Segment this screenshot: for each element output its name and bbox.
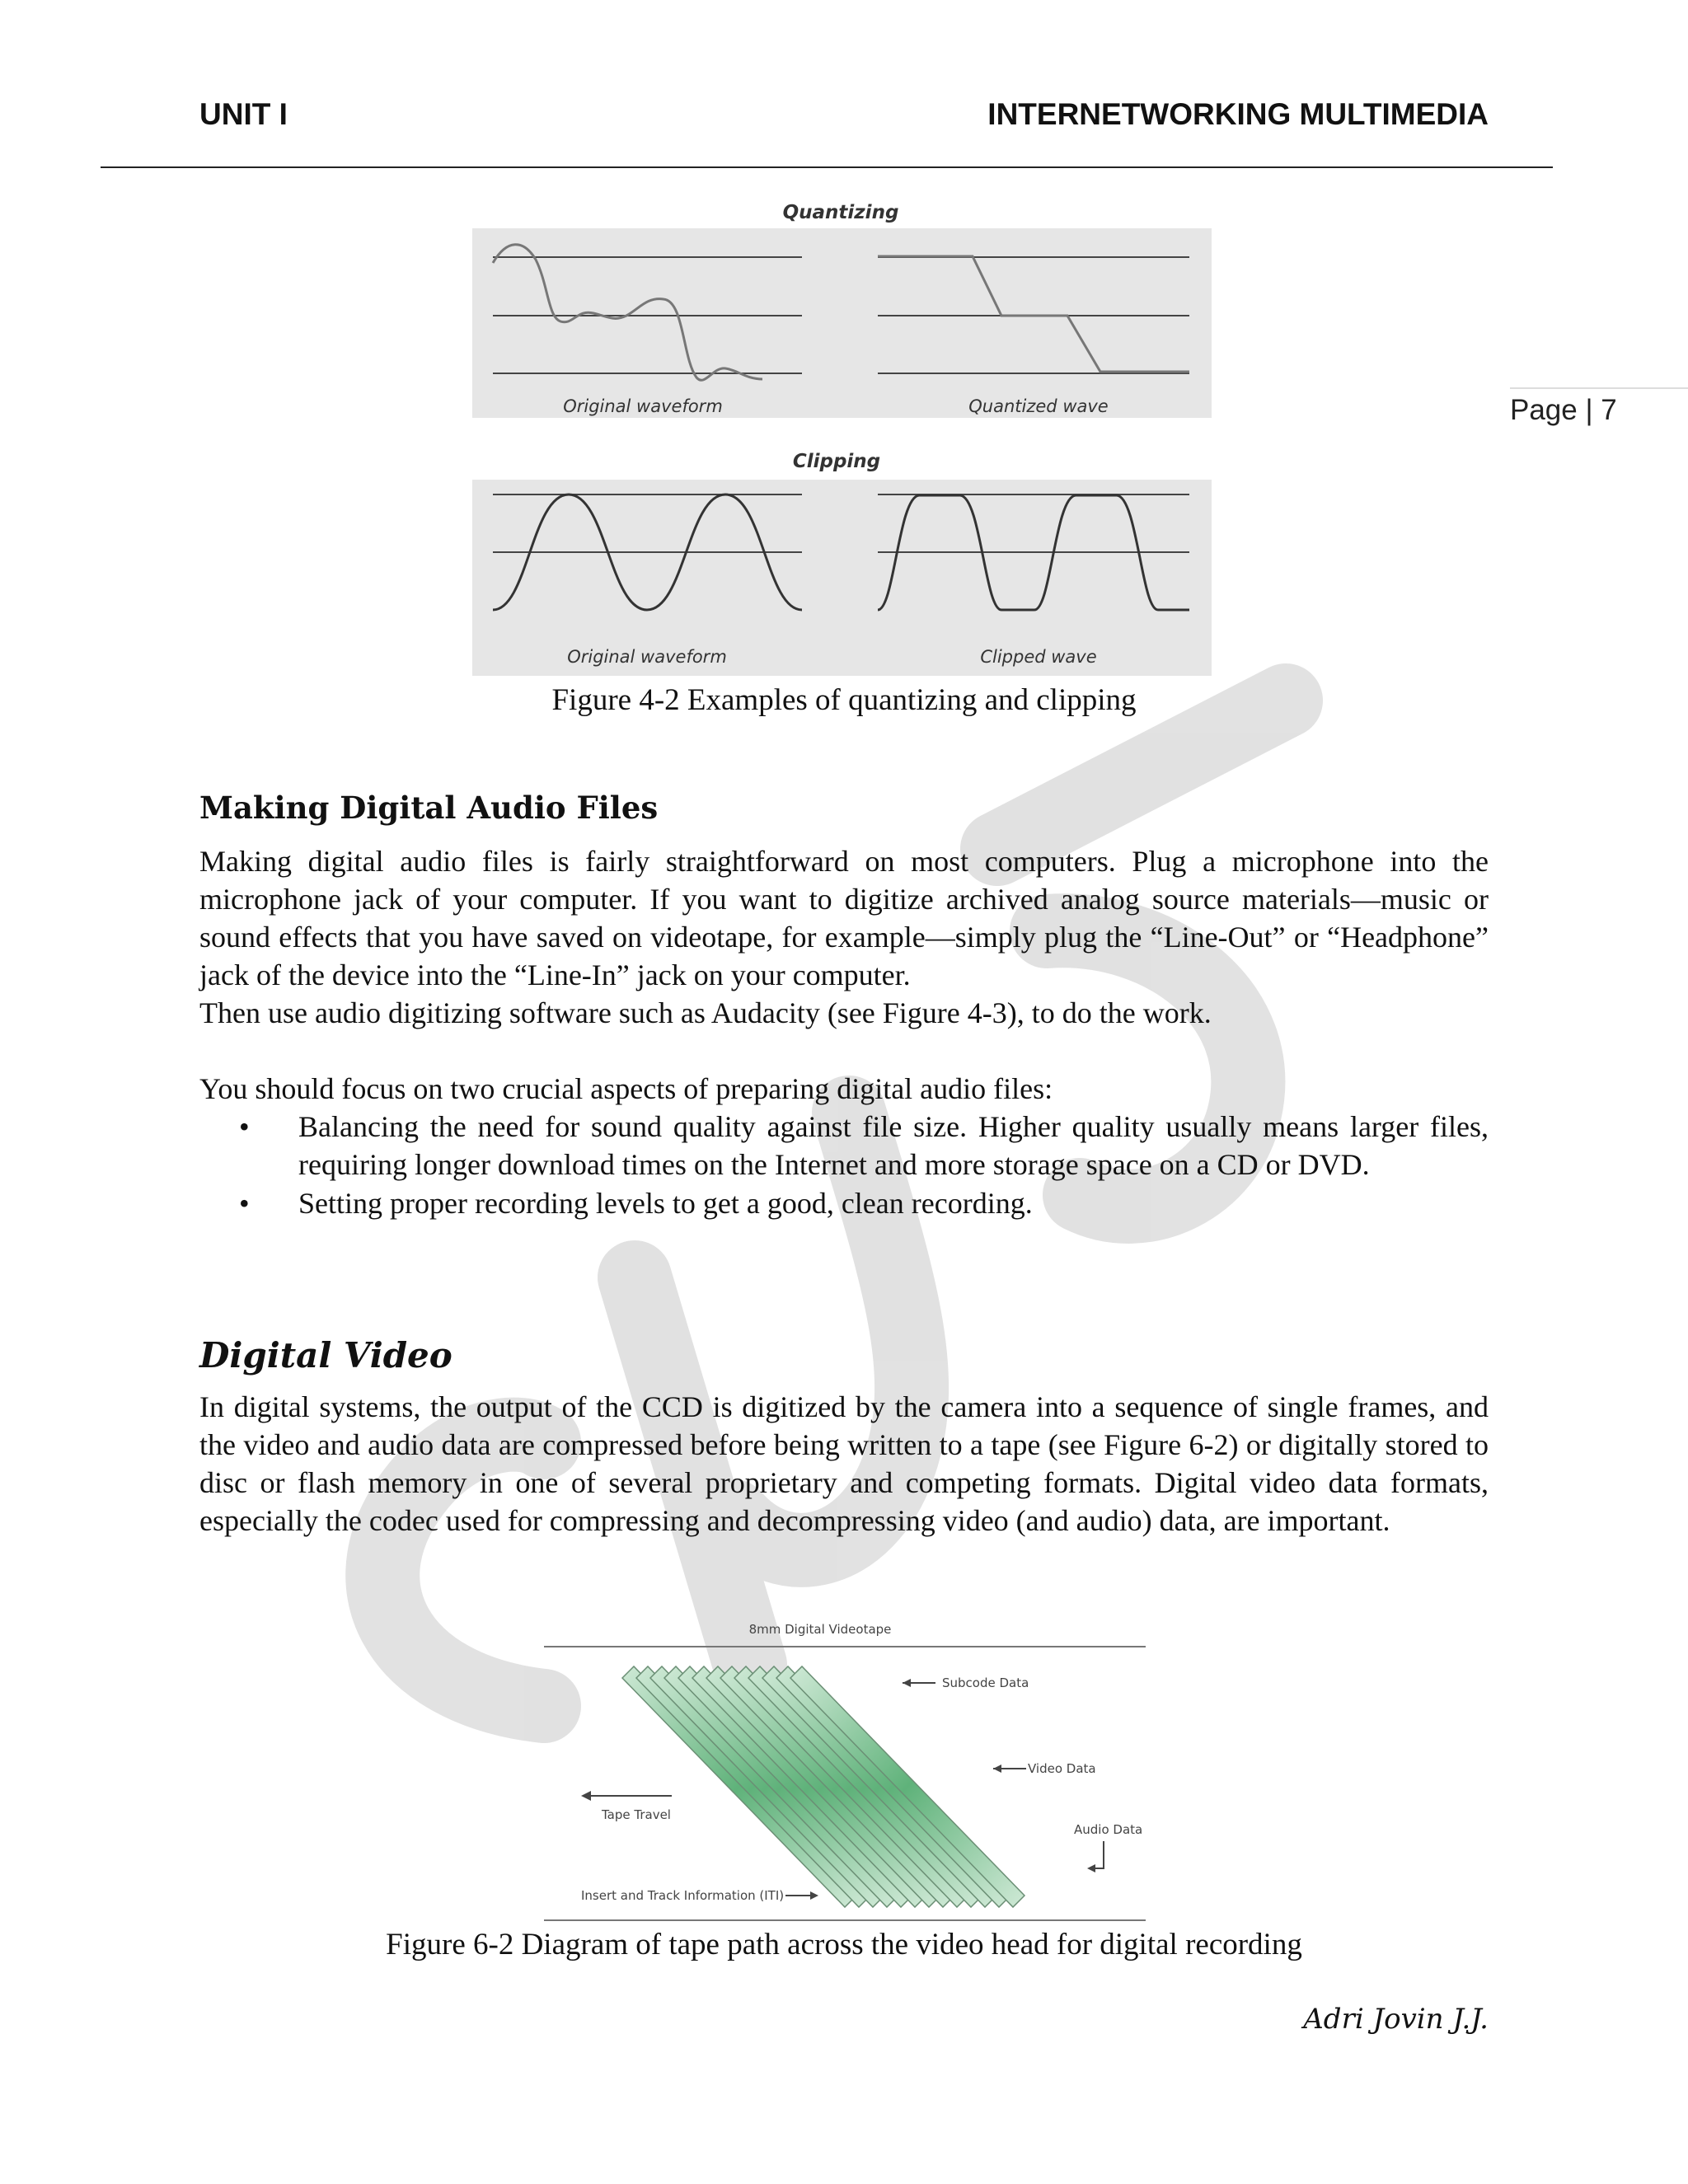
author-signature: Adri Jovin J.J. <box>1303 2003 1489 2036</box>
list-item: • Balancing the need for sound quality against file size. Higher quality usually means larger files, requiring longer download times on the Internet and more storage space on a CD or DVD. <box>239 1108 1489 1183</box>
videotape-diagram <box>540 1617 1150 1922</box>
original-waveform-label-clip: Original waveform <box>567 647 727 667</box>
audio-files-text <box>199 842 1489 1032</box>
audio-paragraph-1: Making digital audio files is fairly straightforward on most computers. Plug a microphone into the microphone jack of your computer. If you want to digitize archived analog source materials—music or sound effects that you have saved on videotape, for example—simply plug the “Line-Out” or “Headphone” jack of the device into the “Line-In” jack on your computer. <box>199 845 1489 991</box>
subcode-data-label: Subcode Data <box>942 1675 1029 1690</box>
page-tab-rule <box>1510 387 1688 389</box>
page-number: Page | 7 <box>1510 394 1617 426</box>
audio-paragraph-3: You should focus on two crucial aspects of preparing digital audio files: <box>199 1072 1053 1105</box>
audio-bullet-list <box>239 1108 1489 1223</box>
track-stripes <box>622 1666 1025 1907</box>
figure-4-2-caption: Figure 4-2 Examples of quantizing and clipping <box>551 683 1137 717</box>
document-title: INTERNETWORKING MULTIMEDIA <box>987 97 1489 131</box>
quantizing-title: Quantizing <box>782 202 899 223</box>
iti-label: Insert and Track Information (ITI) <box>581 1888 785 1903</box>
clipping-title: Clipping <box>792 451 881 472</box>
digital-video-paragraph: In digital systems, the output of the CCD is digitized by the camera into a sequence of single frames, and the video and audio data are compressed before being written to a tape (see Figure 6-2) or digitally stored to disc or flash memory in one of several proprietary and competing formats. Digital video data formats, especially the codec used for compressing and decompressing video (and audio) data, are important. <box>199 1390 1489 1537</box>
figure-6-2-caption: Figure 6-2 Diagram of tape path across the video head for digital recording <box>386 1928 1302 1961</box>
section-heading-digital-video: Digital Video <box>199 1335 452 1376</box>
quantizing-clipping-figure <box>462 194 1220 680</box>
header-rule <box>101 166 1553 168</box>
audio-data-label: Audio Data <box>1074 1822 1143 1837</box>
video-data-label: Video Data <box>1028 1761 1096 1776</box>
videotape-title: 8mm Digital Videotape <box>748 1622 892 1637</box>
clipped-wave-label: Clipped wave <box>980 647 1097 667</box>
original-waveform-label: Original waveform <box>563 396 723 416</box>
quantized-wave-label: Quantized wave <box>968 396 1109 416</box>
tape-travel-label: Tape Travel <box>602 1807 671 1822</box>
section-heading-audio-files: Making Digital Audio Files <box>199 790 659 826</box>
list-item: • Setting proper recording levels to get a good, clean recording. <box>239 1184 1489 1222</box>
audio-paragraph-2: Then use audio digitizing software such as Audacity (see Figure 4-3), to do the work. <box>199 996 1212 1029</box>
unit-label: UNIT I <box>199 97 288 131</box>
